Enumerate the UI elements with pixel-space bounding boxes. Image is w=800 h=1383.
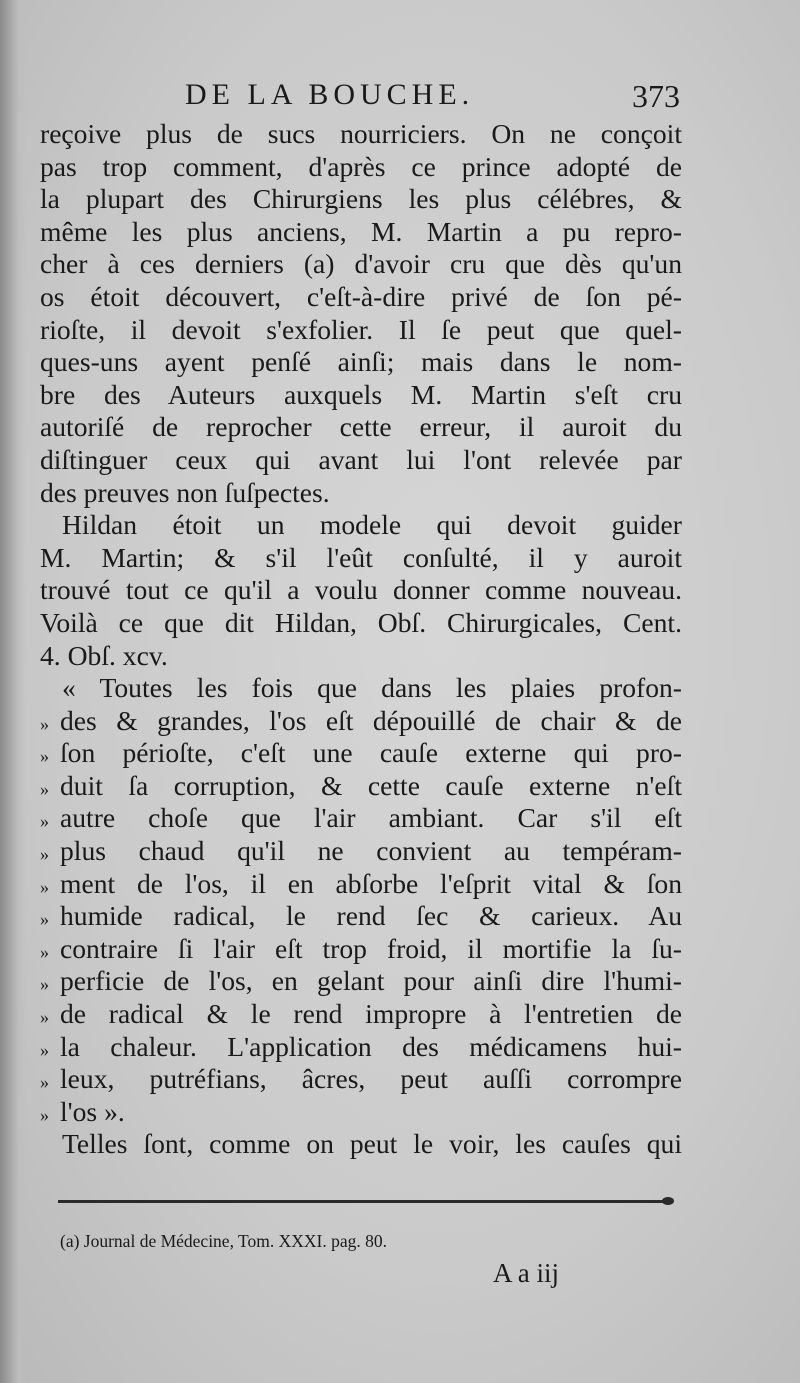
quote-mark: »: [40, 713, 49, 734]
quote-line: » l'os ».: [40, 1096, 682, 1129]
quote-mark: »: [40, 876, 49, 897]
text-line: diſtinguer ceux qui avant lui l'ont relevée par: [40, 443, 682, 475]
quote-line: » autre choſe que l'air ambiant. Car s'il eſt: [40, 802, 682, 835]
main-text: [40, 118, 682, 1161]
footnote-divider-rule: [58, 1200, 670, 1203]
rule-ornament: [662, 1197, 674, 1205]
text-line: autoriſé de reprocher cette erreur, il auroit du: [40, 411, 682, 443]
text-line: 4. Obſ. xcv.: [40, 639, 168, 671]
quote-mark: »: [40, 909, 49, 930]
text-line: des preuves non ſuſpectes.: [40, 476, 330, 508]
text-line: Hildan étoit un modele qui devoit guider: [62, 509, 682, 541]
quote-line: » humide radical, le rend ſec & carieux. Au: [40, 900, 682, 933]
quote-line: » duit ſa corruption, & cette cauſe externe n'eſt: [40, 770, 682, 803]
page-gutter-shadow: [0, 0, 26, 1383]
quote-line: » contraire ſi l'air eſt trop froid, il mortifie la ſu-: [40, 933, 682, 966]
quote-line: » leux, putréfians, âcres, peut auſſi corrompre: [40, 1063, 682, 1096]
text-line: rioſte, il devoit s'exfolier. Il ſe peut que quel-: [40, 313, 682, 345]
quote-mark: »: [40, 778, 49, 799]
quote-mark: »: [40, 974, 49, 995]
quote-mark: »: [40, 1007, 49, 1028]
text-line: Telles ſont, comme on peut le voir, les cauſes qui: [62, 1128, 682, 1160]
text-line: Voilà ce que dit Hildan, Obſ. Chirurgicales, Cent.: [40, 606, 682, 638]
quote-mark: »: [40, 1039, 49, 1060]
quote-mark: »: [40, 1104, 49, 1125]
page-header: [180, 72, 680, 118]
running-head: DE LA BOUCHE.: [185, 78, 475, 111]
page-number: 373: [632, 78, 680, 114]
quote-mark: »: [40, 844, 49, 865]
text-line: reçoive plus de sucs nourriciers. On ne conçoit: [40, 118, 682, 149]
quote-line: » perficie de l'os, en gelant pour ainſi dire l'humi-: [40, 965, 682, 998]
text-line: os étoit découvert, c'eſt-à-dire privé de ſon pé-: [40, 280, 682, 312]
quote-line: » ſon périoſte, c'eſt une cauſe externe qui pro-: [40, 737, 682, 770]
quote-mark: »: [40, 746, 49, 767]
text-line: cher à ces derniers (a) d'avoir cru que dès qu'un: [40, 248, 682, 280]
quote-mark: »: [40, 1072, 49, 1093]
text-line: M. Martin; & s'il l'eût conſulté, il y auroit: [40, 541, 682, 573]
text-line: bre des Auteurs auxquels M. Martin s'eſt cru: [40, 378, 682, 410]
quote-line: » la chaleur. L'application des médicamens hui-: [40, 1031, 682, 1064]
quote-mark: »: [40, 941, 49, 962]
text-line: même les plus anciens, M. Martin a pu repro-: [40, 215, 682, 247]
text-line: ques-uns ayent penſé ainſi; mais dans le nom-: [40, 346, 682, 378]
text-line: trouvé tout ce qu'il a voulu donner comme nouveau.: [40, 574, 682, 606]
text-line: pas trop comment, d'après ce prince adopté de: [40, 150, 682, 182]
quote-line: » plus chaud qu'il ne convient au tempéram-: [40, 835, 682, 868]
footnote: (a) Journal de Médecine, Tom. XXXI. pag. 80.: [60, 1231, 387, 1251]
quote-line: « Toutes les fois que dans les plaies profon-: [62, 672, 682, 704]
quote-mark: »: [40, 811, 49, 832]
quote-line: » de radical & le rend impropre à l'entretien de: [40, 998, 682, 1031]
quote-line: » ment de l'os, il en abſorbe l'eſprit vital & ſon: [40, 868, 682, 901]
quote-line: » des & grandes, l'os eſt dépouillé de chair & de: [40, 705, 682, 738]
text-line: la plupart des Chirurgiens les plus célébres, &: [40, 183, 682, 215]
signature-mark: A a iij: [493, 1258, 559, 1288]
